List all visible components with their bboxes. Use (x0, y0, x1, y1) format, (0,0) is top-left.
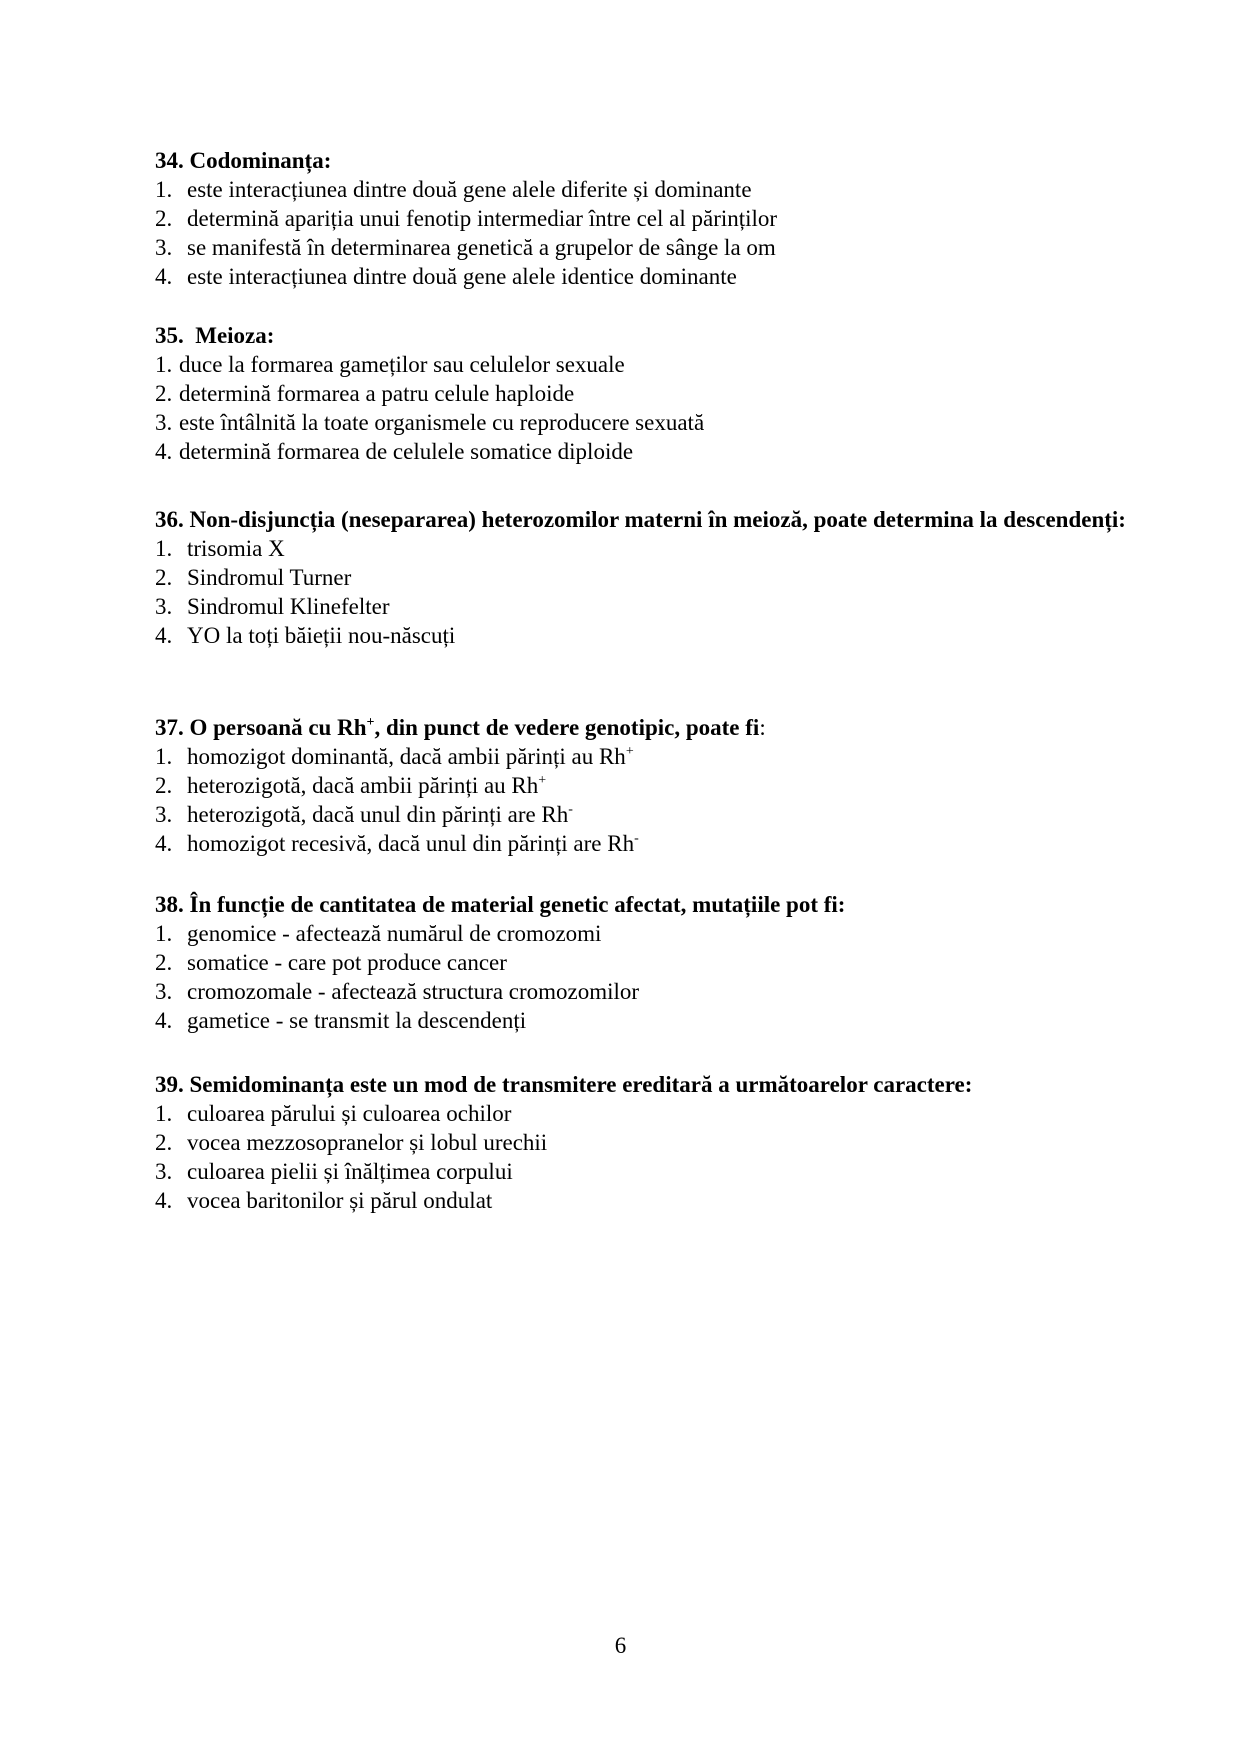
option: 2. determină formarea a patru celule haploide (155, 381, 575, 406)
question-title: 35. Meioza: (155, 323, 275, 348)
option: 2. heterozigotă, dacă ambii părinți au Rh+ (155, 773, 547, 798)
question-34 (155, 147, 1150, 291)
page-number: 6 (614, 1633, 627, 1658)
question-37 (155, 714, 1150, 858)
option: 3. cromozomale - afectează structura cromozomilor (155, 979, 640, 1004)
option: 2. somatice - care pot produce cancer (155, 950, 507, 975)
option: 2. Sindromul Turner (155, 565, 352, 590)
option: 1. culoarea părului și culoarea ochilor (155, 1101, 512, 1126)
question-title: 39. Semidominanța este un mod de transmitere ereditară a următoarelor caractere: (155, 1072, 973, 1097)
option: 4. gametice - se transmit la descendenți (155, 1008, 527, 1033)
option: 2. vocea mezzosopranelor și lobul urechii (155, 1130, 548, 1155)
option: 4. determină formarea de celulele somatice diploide (155, 439, 634, 464)
option: 1. genomice - afectează numărul de cromozomi (155, 921, 602, 946)
question-35 (155, 322, 1150, 466)
question-title: 37. O persoană cu Rh+, din punct de vedere genotipic, poate fi: (155, 715, 766, 740)
option: 4. vocea baritonilor și părul ondulat (155, 1188, 493, 1213)
option: 3. culoarea pielii și înălțimea corpului (155, 1159, 513, 1184)
question-title: 34. Codominanța: (155, 148, 332, 173)
question-38 (155, 891, 1150, 1035)
option: 4. este interacțiunea dintre două gene alele identice dominante (155, 264, 737, 289)
option: 1. trisomia X (155, 536, 285, 561)
option: 3. heterozigotă, dacă unul din părinți are Rh- (155, 802, 573, 827)
option: 1. este interacțiunea dintre două gene alele diferite și dominante (155, 177, 752, 202)
option: 2. determină apariția unui fenotip intermediar între cel al părinților (155, 206, 778, 231)
option: 3. se manifestă în determinarea genetică a grupelor de sânge la om (155, 235, 776, 260)
question-39 (155, 1071, 1150, 1215)
question-title: 36. Non-disjuncția (nesepararea) heterozomilor materni în meioză, poate determina la descendenți: (155, 507, 1126, 532)
option: 3. Sindromul Klinefelter (155, 594, 390, 619)
option: 1. homozigot dominantă, dacă ambii părinți au Rh+ (155, 744, 634, 769)
option: 4. YO la toți băieții nou-născuți (155, 623, 456, 648)
question-36 (155, 506, 1150, 650)
option: 1. duce la formarea gameților sau celulelor sexuale (155, 352, 625, 377)
question-title: 38. În funcție de cantitatea de material genetic afectat, mutațiile pot fi: (155, 892, 846, 917)
option: 3. este întâlnită la toate organismele cu reproducere sexuată (155, 410, 705, 435)
option: 4. homozigot recesivă, dacă unul din părinți are Rh- (155, 831, 639, 856)
